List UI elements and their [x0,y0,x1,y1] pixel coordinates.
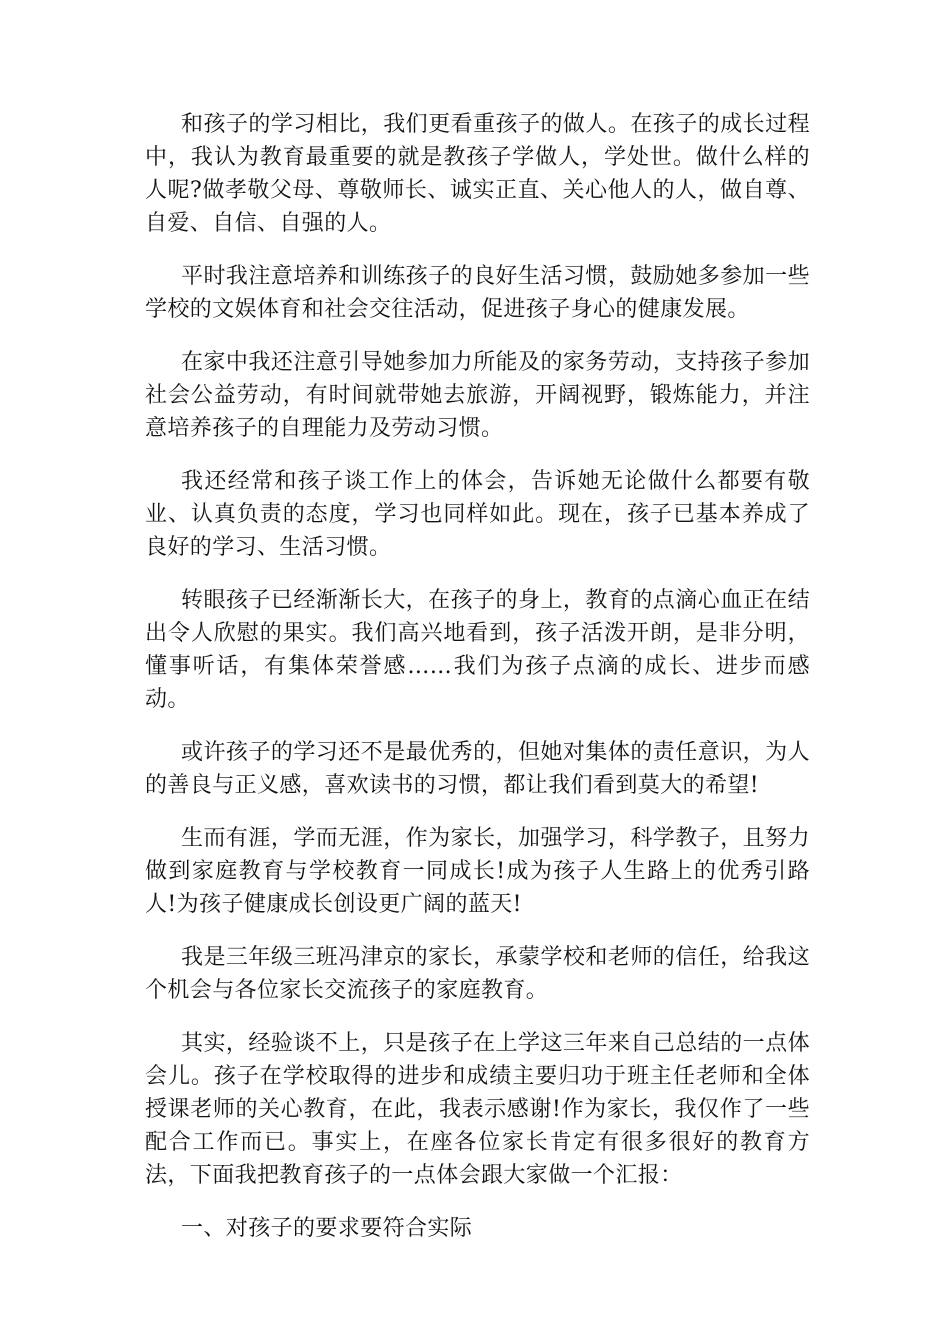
paragraph-8: 我是三年级三班冯津京的家长，承蒙学校和老师的信任，给我这个机会与各位家长交流孩子的家庭教育。 [145,945,810,1003]
paragraph-1: 和孩子的学习相比，我们更看重孩子的做人。在孩子的成长过程中，我认为教育最重要的就是教孩子学做人，学处世。做什么样的人呢?做孝敬父母、尊敬师长、诚实正直、关心他人的人，做自尊、自爱、自信、自强的人。 [145,112,810,236]
paragraph-2: 平时我注意培养和训练孩子的良好生活习惯，鼓励她多参加一些学校的文娱体育和社会交往活动，促进孩子身心的健康发展。 [145,264,810,322]
section-heading: 一、对孩子的要求要符合实际 [181,1216,473,1241]
document-page [145,108,810,1245]
paragraph-4: 我还经常和孩子谈工作上的体会，告诉她无论做什么都要有敬业、认真负责的态度，学习也同样如此。现在，孩子已基本养成了良好的学习、生活习惯。 [145,469,810,560]
paragraph-9: 其实，经验谈不上，只是孩子在上学这三年来自己总结的一点体会儿。孩子在学校取得的进步和成绩主要归功于班主任老师和全体授课老师的关心教育，在此，我表示感谢!作为家长，我仅作了一些配合工作而已。事实上，在座各位家长肯定有很多很好的教育方法，下面我把教育孩子的一点体会跟大家做一个汇报： [145,1031,810,1188]
paragraph-3: 在家中我还注意引导她参加力所能及的家务劳动，支持孩子参加社会公益劳动，有时间就带她去旅游，开阔视野，锻炼能力，并注意培养孩子的自理能力及劳动习惯。 [145,350,810,441]
paragraph-6: 或许孩子的学习还不是最优秀的，但她对集体的责任意识，为人的善良与正义感，喜欢读书的习惯，都让我们看到莫大的希望! [145,740,810,798]
paragraph-5: 转眼孩子已经渐渐长大，在孩子的身上，教育的点滴心血正在结出令人欣慰的果实。我们高兴地看到，孩子活泼开朗，是非分明，懂事听话，有集体荣誉感……我们为孩子点滴的成长、进步而感动。 [145,588,810,712]
paragraph-7: 生而有涯，学而无涯，作为家长，加强学习，科学教子，且努力做到家庭教育与学校教育一同成长!成为孩子人生路上的优秀引路人!为孩子健康成长创设更广阔的蓝天! [145,826,810,917]
